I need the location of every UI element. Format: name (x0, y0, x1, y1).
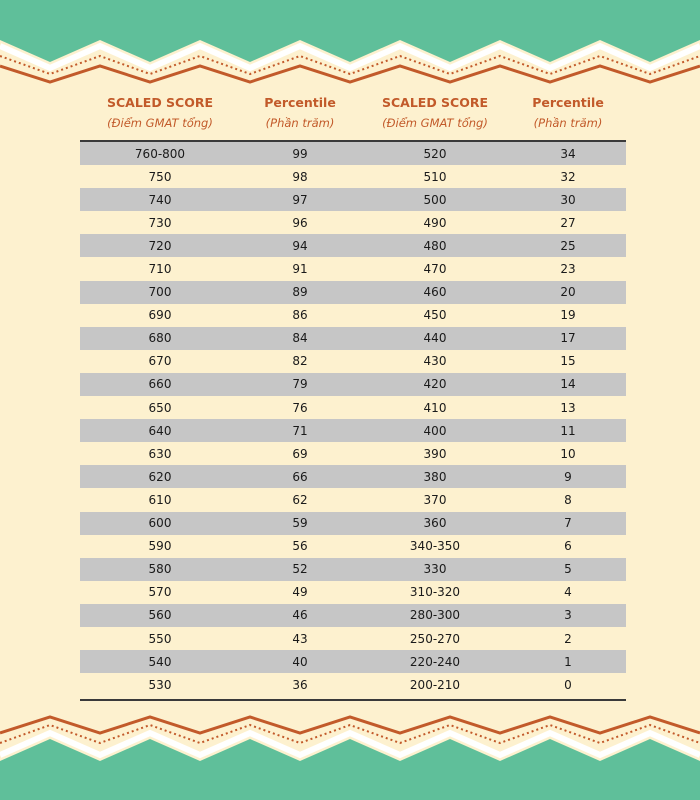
table-row (80, 512, 626, 535)
scaled-score-cell: 570 (148, 585, 172, 600)
percentile-cell: 7 (564, 516, 572, 531)
scaled-score-cell: 710 (148, 262, 172, 277)
scaled-score-cell: 280-300 (409, 608, 461, 623)
percentile-cell: 4 (564, 585, 572, 600)
scaled-score-cell: 650 (148, 400, 172, 415)
table-row (80, 257, 626, 280)
percentile-cell: 40 (292, 654, 308, 669)
scaled-score-cell: 400 (423, 423, 447, 438)
percentile-cell: 13 (560, 400, 576, 415)
scaled-score-cell: 560 (148, 608, 172, 623)
bottom-green-band (0, 739, 700, 800)
scaled-score-cell: 340-350 (409, 539, 461, 554)
scaled-score-cell: 360 (423, 516, 447, 531)
percentile-cell: 3 (564, 608, 572, 623)
percentile-cell: 6 (564, 539, 572, 554)
scaled-score-cell: 510 (423, 169, 447, 184)
percentile-cell: 82 (292, 354, 308, 369)
scaled-score-cell: 520 (423, 146, 447, 161)
percentile-cell: 69 (292, 446, 308, 461)
table-row (80, 281, 626, 304)
table-row (80, 234, 626, 257)
scaled-score-cell: 670 (148, 354, 172, 369)
column-header-title: SCALED SCORE (106, 95, 214, 110)
column-header-subtitle: (Điểm GMAT tổng) (382, 116, 488, 130)
scaled-score-cell: 310-320 (409, 585, 461, 600)
table-row (80, 419, 626, 442)
column-header-title: Percentile (264, 95, 336, 110)
table-row (80, 327, 626, 350)
percentile-cell: 98 (292, 169, 308, 184)
scaled-score-cell: 690 (148, 308, 172, 323)
percentile-cell: 30 (560, 192, 576, 207)
column-header (360, 88, 510, 140)
percentile-cell: 0 (564, 677, 572, 692)
column-header-subtitle: (Điểm GMAT tổng) (107, 116, 213, 130)
scaled-score-cell: 620 (148, 469, 172, 484)
scaled-score-cell: 490 (423, 215, 447, 230)
percentile-cell: 27 (560, 215, 576, 230)
percentile-cell: 11 (560, 423, 576, 438)
table-row (80, 396, 626, 419)
table-row (80, 188, 626, 211)
scaled-score-cell: 410 (423, 400, 447, 415)
percentile-cell: 1 (564, 654, 572, 669)
table-row (80, 442, 626, 465)
percentile-cell: 23 (560, 262, 576, 277)
scaled-score-cell: 530 (148, 677, 172, 692)
table-row (80, 673, 626, 696)
percentile-cell: 62 (292, 492, 308, 507)
scaled-score-cell: 480 (423, 238, 447, 253)
scaled-score-cell: 660 (148, 377, 172, 392)
table-row (80, 488, 626, 511)
scaled-score-cell: 610 (148, 492, 172, 507)
percentile-cell: 20 (560, 285, 576, 300)
percentile-cell: 36 (292, 677, 308, 692)
percentile-cell: 19 (560, 308, 576, 323)
percentile-cell: 34 (560, 146, 576, 161)
scaled-score-cell: 590 (148, 539, 172, 554)
scaled-score-cell: 200-210 (409, 677, 461, 692)
column-header (240, 88, 360, 140)
scaled-score-cell: 700 (148, 285, 172, 300)
percentile-cell: 10 (560, 446, 576, 461)
scaled-score-cell: 680 (148, 331, 172, 346)
table-row (80, 304, 626, 327)
scaled-score-cell: 500 (423, 192, 447, 207)
percentile-cell: 97 (292, 192, 308, 207)
percentile-cell: 86 (292, 308, 308, 323)
table-row (80, 165, 626, 188)
bottom-zigzag-border (0, 705, 700, 800)
scaled-score-cell: 740 (148, 192, 172, 207)
scaled-score-cell: 550 (148, 631, 172, 646)
scaled-score-cell: 750 (148, 169, 172, 184)
table-body (80, 142, 626, 701)
table-row (80, 627, 626, 650)
scaled-score-cell: 460 (423, 285, 447, 300)
percentile-cell: 5 (564, 562, 572, 577)
gmat-percentile-table (80, 88, 626, 701)
percentile-cell: 89 (292, 285, 308, 300)
scaled-score-cell: 330 (423, 562, 447, 577)
scaled-score-cell: 730 (148, 215, 172, 230)
scaled-score-cell: 580 (148, 562, 172, 577)
table-row (80, 604, 626, 627)
column-header-subtitle: (Phần trăm) (533, 116, 603, 130)
table-row (80, 650, 626, 673)
percentile-cell: 49 (292, 585, 308, 600)
percentile-cell: 79 (292, 377, 308, 392)
scaled-score-cell: 420 (423, 377, 447, 392)
scaled-score-cell: 440 (423, 331, 447, 346)
percentile-cell: 43 (292, 631, 308, 646)
percentile-cell: 94 (292, 238, 308, 253)
percentile-cell: 56 (292, 539, 308, 554)
percentile-cell: 52 (292, 562, 308, 577)
percentile-cell: 14 (560, 377, 576, 392)
table-row (80, 373, 626, 396)
column-header (510, 88, 626, 140)
column-header-title: Percentile (532, 95, 604, 110)
scaled-score-cell: 630 (148, 446, 172, 461)
scaled-score-cell: 640 (148, 423, 172, 438)
scaled-score-cell: 380 (423, 469, 447, 484)
table-header (80, 88, 626, 142)
scaled-score-cell: 250-270 (409, 631, 461, 646)
percentile-cell: 8 (564, 492, 572, 507)
percentile-cell: 9 (564, 469, 572, 484)
percentile-cell: 25 (560, 238, 576, 253)
scaled-score-cell: 220-240 (409, 654, 461, 669)
percentile-cell: 59 (292, 516, 308, 531)
table-row (80, 211, 626, 234)
percentile-cell: 84 (292, 331, 308, 346)
scaled-score-cell: 430 (423, 354, 447, 369)
scaled-score-cell: 720 (148, 238, 172, 253)
table-row (80, 465, 626, 488)
scaled-score-cell: 760-800 (134, 146, 186, 161)
percentile-cell: 91 (292, 262, 308, 277)
scaled-score-cell: 470 (423, 262, 447, 277)
percentile-cell: 17 (560, 331, 576, 346)
percentile-cell: 99 (292, 146, 308, 161)
percentile-cell: 66 (292, 469, 308, 484)
scaled-score-cell: 450 (423, 308, 447, 323)
percentile-cell: 2 (564, 631, 572, 646)
percentile-cell: 76 (292, 400, 308, 415)
scaled-score-cell: 600 (148, 516, 172, 531)
column-header-subtitle: (Phần trăm) (265, 116, 335, 130)
table-row (80, 535, 626, 558)
top-zigzag-border (0, 0, 700, 90)
percentile-cell: 71 (292, 423, 308, 438)
scaled-score-cell: 390 (423, 446, 447, 461)
scaled-score-cell: 370 (423, 492, 447, 507)
column-header (80, 88, 240, 140)
percentile-cell: 96 (292, 215, 308, 230)
table-row (80, 142, 626, 165)
percentile-cell: 32 (560, 169, 576, 184)
percentile-cell: 46 (292, 608, 308, 623)
percentile-cell: 15 (560, 354, 576, 369)
scaled-score-cell: 540 (148, 654, 172, 669)
table-row (80, 558, 626, 581)
table-row (80, 581, 626, 604)
table-row (80, 350, 626, 373)
top-green-band (0, 0, 700, 62)
column-header-title: SCALED SCORE (381, 95, 489, 110)
